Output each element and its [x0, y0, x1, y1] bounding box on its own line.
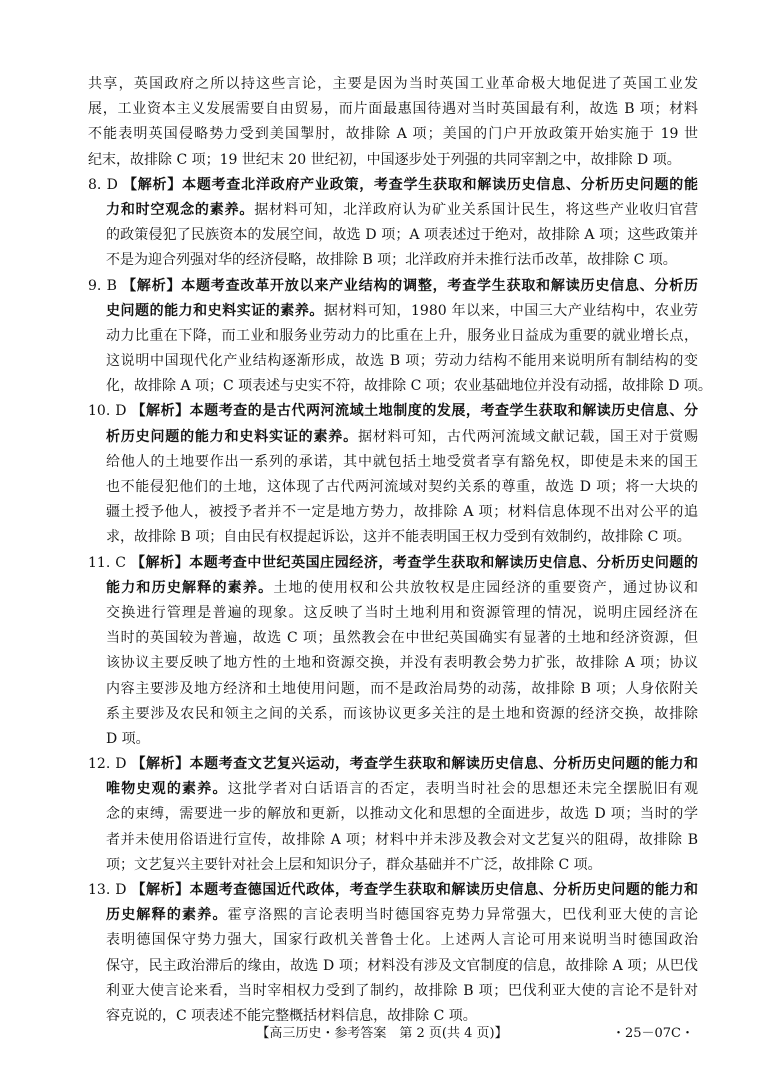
text-run: 霍亨洛熙的言论表明当时德国容克势力异常强大，巴伐利亚大使的言论: [227, 907, 699, 924]
text-line: [106, 802, 698, 827]
bold-text: 【解析】本题考查北洋政府产业政策，考查学生获取和解读历史信息、分析历史问题的能: [123, 176, 699, 193]
text-run: 不是为迎合列强对华的经济侵略，故排除 B 项；北洋政府并未推行法币改革，故排除 C 项。: [106, 252, 677, 269]
text-run: 内容主要涉及地方经济和土地使用问题，而不是政治局势的动荡，故排除 B 项；人身依附关: [106, 680, 698, 697]
text-line: [88, 97, 698, 122]
answer-paragraph-q8: [88, 173, 698, 274]
text-run: 这批学者对白话语言的否定，表明当时社会的思想还未完全摆脱旧有观: [227, 781, 699, 798]
text-run: 不能表明英国侵略势力受到美国掣肘，故排除 A 项；美国的门户开放政策开始实施于 19 世: [88, 126, 698, 143]
answer-content: [88, 72, 712, 1029]
bold-text: 【解析】本题考查改革开放以来产业结构的调整，考查学生获取和解读历史信息、分析历: [122, 277, 699, 294]
text-run: 11. C: [88, 554, 131, 571]
text-run: 12. D: [88, 756, 132, 773]
text-run: 者并未使用俗语进行宣传，故排除 A 项；材料中并未涉及教会对文艺复兴的阻碍，故排除 B: [106, 831, 698, 848]
text-line: [106, 979, 698, 1004]
bold-text: 【解析】本题考查德国近代政体，考查学生获取和解读历史信息、分析历史问题的能力和: [131, 882, 699, 898]
text-run: 这说明中国现代化产业结构逐渐形成，故选 B 项；劳动力结构不能用来说明所有制结构的变: [106, 353, 698, 370]
text-line: [106, 903, 698, 928]
answer-paragraph-q13: [88, 878, 698, 1029]
text-line: [88, 173, 699, 198]
text-run: 给他人的土地要作出一系列的承诺，其中就包括土地受赏者享有豁免权，即使是未来的国王: [106, 453, 698, 470]
page-footer: [0, 1022, 764, 1044]
text-line: [88, 399, 699, 424]
text-run: 9. B: [88, 277, 123, 294]
text-line: [106, 576, 698, 601]
text-line: [106, 626, 698, 651]
text-run: 交换进行管理是普遍的现象。这反映了当时土地利用和资源管理的情况，说明庄园经济在: [106, 604, 698, 621]
text-run: 保守，民主政治滞后的缘由，故选 D 项；材料没有涉及文官制度的信息，故排除 A 项；从巴伐: [106, 957, 698, 974]
text-run: 8. D: [88, 176, 124, 193]
text-line: [88, 274, 699, 299]
text-run: 念的束缚，需要进一步的解放和更新，以推动文化和思想的全面进步，故选 D 项；当时的学: [106, 806, 698, 823]
bold-text: 唯物史观的素养。: [106, 781, 228, 798]
text-run: 系主要涉及农民和领主之间的关系，而该协议更多关注的是土地和资源的经济交换，故排除: [106, 705, 698, 722]
text-line: [106, 425, 698, 450]
text-line: [106, 601, 698, 626]
bold-text: 析历史问题的能力和史料实证的素养。: [106, 428, 358, 445]
text-run: 据材料可知，北洋政府认为矿业关系国计民生，将这些产业收归官营: [254, 201, 699, 218]
text-run: 动力比重在下降，而工业和服务业劳动力的比重在上升，服务业日益成为重要的就业增长点，: [106, 327, 698, 344]
answer-paragraph-q10: [88, 399, 698, 550]
text-run: 容克说的，C 项表述不能完整概括材料信息，故排除 C 项。: [106, 1007, 477, 1024]
bold-text: 力和时空观念的素养。: [106, 201, 255, 218]
text-line: [106, 299, 698, 324]
text-line: [106, 954, 698, 979]
text-line: [106, 198, 698, 223]
text-run: 该协议主要反映了地方性的土地和资源交换，并没有表明教会势力扩张，故排除 A 项；协议: [106, 655, 698, 672]
bold-text: 【解析】本题考查中世纪英国庄园经济，考查学生获取和解读历史信息、分析历史问题的: [130, 554, 698, 571]
text-run: 据材料可知，1980 年以来，中国三大产业结构中，农业劳: [323, 302, 699, 319]
text-line: [106, 374, 712, 399]
text-line: [88, 752, 699, 777]
bold-text: 【解析】本题考查文艺复兴运动，考查学生获取和解读历史信息、分析历史问题的能力和: [131, 756, 699, 773]
text-line: [106, 525, 698, 550]
answer-paragraph-q12: [88, 752, 698, 878]
text-line: [106, 349, 698, 374]
text-line: [106, 677, 698, 702]
footer-page-info: 【高三历史・参考答案 第 2 页(共 4 页)】: [256, 1026, 508, 1041]
bold-text: 历史解释的素养。: [106, 907, 228, 924]
text-line: [106, 702, 698, 727]
text-run: 的政策侵犯了民族资本的发展空间，故选 D 项；A 项表述过于绝对，故排除 A 项；这些政策并: [106, 227, 698, 244]
bold-text: 史问题的能力和史料实证的素养。: [106, 302, 324, 319]
text-run: 据材料可知，古代两河流域文献记载，国王对于赏赐: [357, 428, 699, 445]
text-line: [106, 828, 698, 853]
text-line: [88, 148, 698, 173]
text-run: 疆土授予他人，被授予者并不一定是地方势力，故排除 A 项；材料信息体现不出对公平的追: [106, 504, 698, 521]
text-run: 10. D: [88, 403, 132, 420]
answer-paragraph-cont7: [88, 72, 698, 173]
text-run: 共享，英国政府之所以持这些言论，主要是因为当时英国工业革命极大地促进了英国工业发: [88, 76, 698, 92]
text-line: [88, 72, 698, 97]
text-line: [88, 878, 699, 903]
text-run: 也不能侵犯他们的土地，这体现了古代两河流域对契约关系的尊重，故选 D 项；将一大块的: [106, 479, 698, 495]
text-line: [106, 928, 698, 953]
bold-text: 【解析】本题考查的是古代两河流域土地制度的发展，考查学生获取和解读历史信息、分: [131, 403, 699, 420]
text-line: [88, 122, 698, 147]
text-line: [106, 777, 698, 802]
text-line: [106, 223, 698, 248]
text-line: [88, 551, 698, 576]
text-line: [106, 651, 698, 676]
text-run: 土地的使用权和公共放牧权是庄园经济的重要资产，通过协议和: [273, 579, 699, 596]
text-run: 13. D: [88, 882, 132, 898]
text-line: [106, 324, 698, 349]
text-run: 化，故排除 A 项；C 项表述与史实不符，故排除 C 项；农业基础地位并没有动摇，故排除 D 项。: [106, 378, 712, 395]
text-line: [106, 853, 698, 878]
text-run: 表明德国保守势力强大，国家行政机关普鲁士化。上述两人言论可用来说明当时德国政治: [106, 932, 698, 949]
bold-text: 能力和历史解释的素养。: [106, 579, 274, 596]
text-run: 展，工业资本主义发展需要自由贸易，而片面最惠国待遇对当时英国最有利，故选 B 项；材料: [88, 101, 698, 118]
text-line: [106, 475, 698, 500]
text-line: [106, 727, 698, 752]
text-run: 纪末，故排除 C 项；19 世纪末 20 世纪初，中国逐步处于列强的共同宰割之中，故排除 D 项。: [88, 151, 681, 168]
text-line: [106, 450, 698, 475]
text-line: [106, 500, 698, 525]
answer-paragraph-q9: [88, 274, 712, 400]
text-run: 项；文艺复兴主要针对社会上层和知识分子，群众基础并不广泛，故排除 C 项。: [106, 856, 602, 873]
footer-code: ・25－07C・: [611, 1026, 694, 1041]
text-run: D 项。: [106, 730, 150, 747]
text-run: 求，故排除 B 项；自由民有权提起诉讼，这并不能表明国王权力受到有效制约，故排除 C 项。: [106, 529, 691, 546]
text-line: [106, 248, 698, 273]
text-run: 利亚大使言论来看，当时宰相权力受到了制约，故排除 B 项；巴伐利亚大使的言论不是针对: [106, 982, 698, 999]
answer-paragraph-q11: [88, 551, 698, 753]
text-run: 当时的英国较为普遍，故选 C 项；虽然教会在中世纪英国确实有显著的土地和经济资源，但: [106, 630, 698, 647]
